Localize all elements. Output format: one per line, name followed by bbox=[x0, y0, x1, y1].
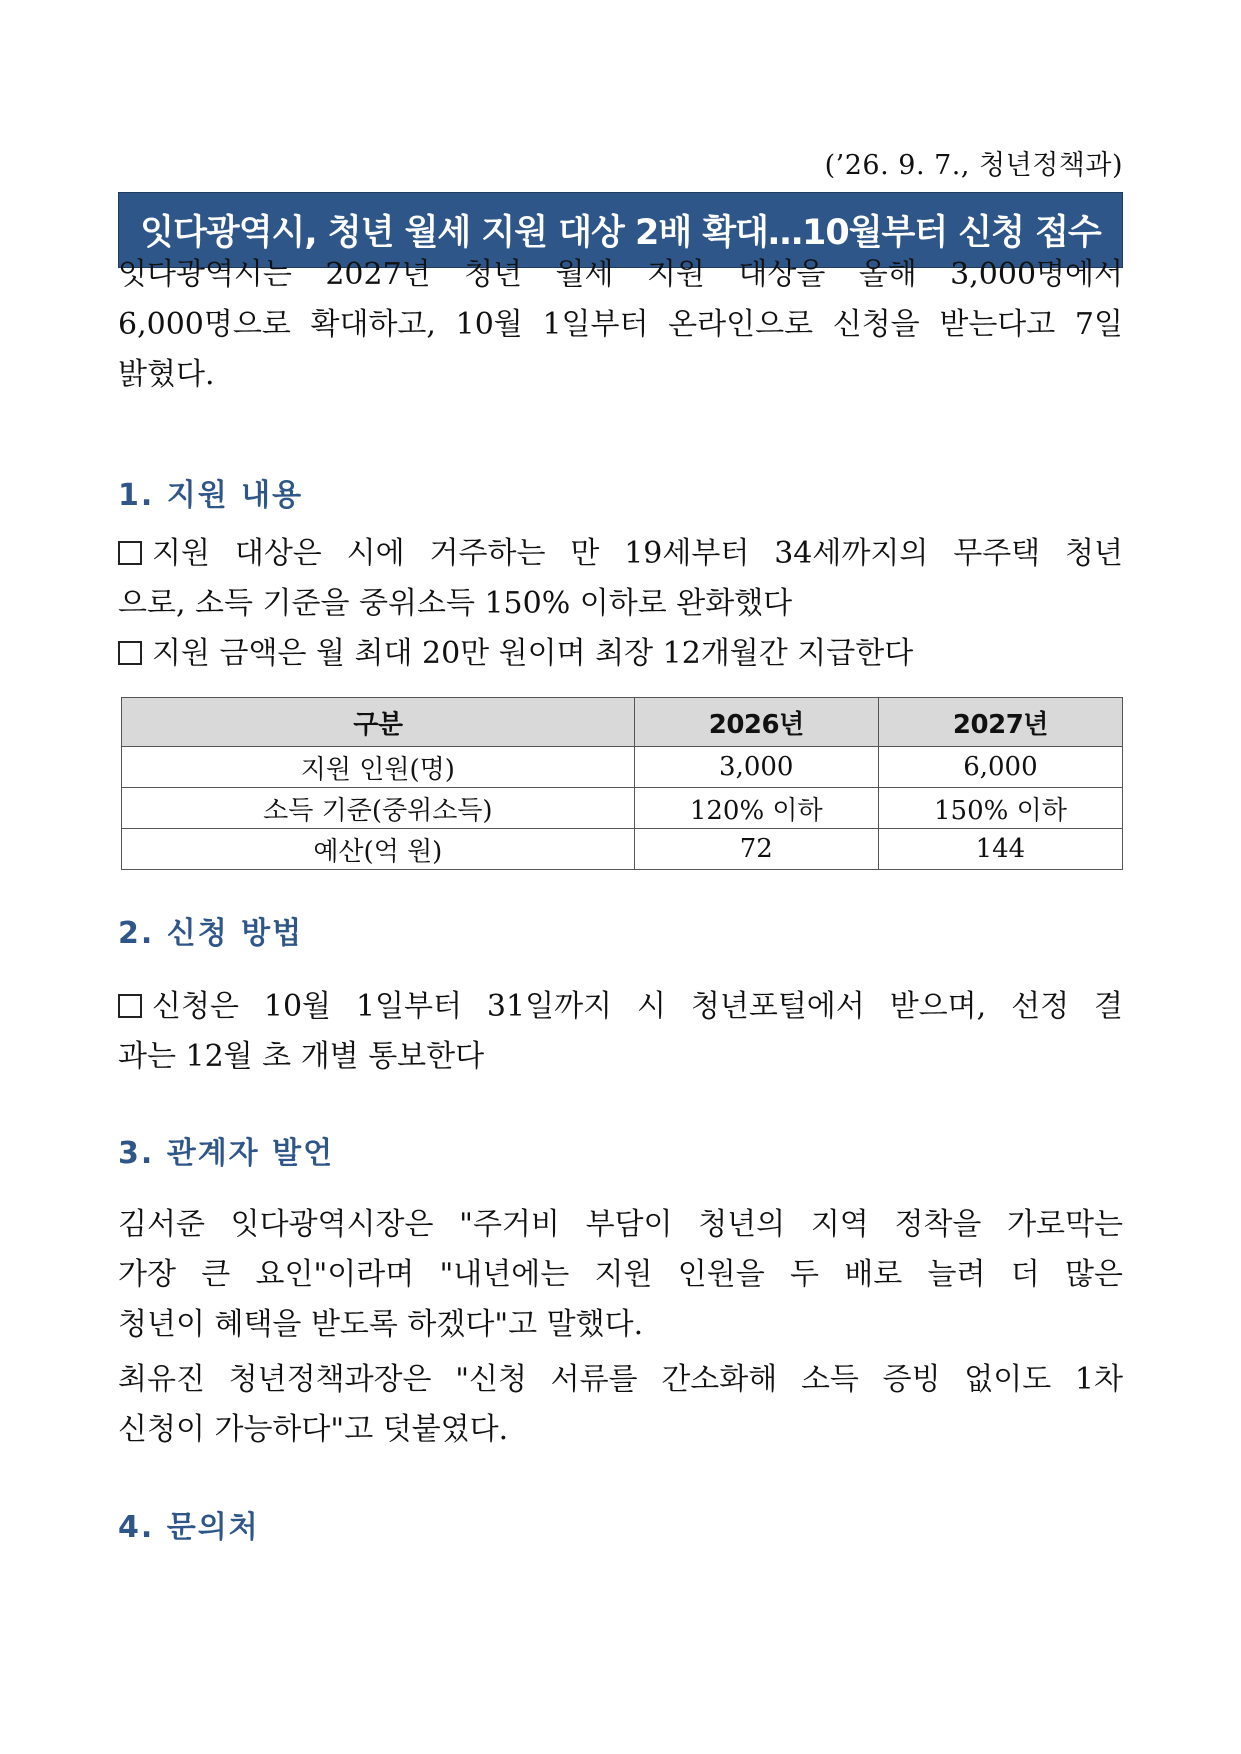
support-bullet-1 bbox=[118, 529, 1123, 629]
table-cell: 예산(억 원) bbox=[122, 829, 635, 870]
lead-line: 6,000명으로 확대하고, 10월 1일부터 온라인으로 신청을 받는다고 7일 bbox=[118, 307, 1123, 342]
document-title: 잇다광역시, 청년 월세 지원 대상 2배 확대…10월부터 신청 접수 bbox=[140, 213, 1101, 253]
bullet-line: 지원 금액은 월 최대 20만 원이며 최장 12개월간 지급한다 bbox=[118, 629, 1123, 679]
section-heading-contact: 4. 문의처 bbox=[118, 1510, 260, 1545]
support-comparison-table bbox=[121, 697, 1123, 870]
lead-line: 잇다광역시는 2027년 청년 월세 지원 대상을 올해 3,000명에서 bbox=[118, 257, 1123, 292]
table-header-cell: 2026년 bbox=[634, 698, 878, 747]
bullet-line: 지원 대상은 시에 거주하는 만 19세부터 34세까지의 무주택 청년 bbox=[118, 529, 1123, 579]
lead-paragraph bbox=[118, 250, 1123, 400]
quote-line: 신청이 가능하다"고 덧붙였다. bbox=[118, 1412, 509, 1447]
section-heading-application: 2. 신청 방법 bbox=[118, 916, 304, 951]
quote-line: 청년이 혜택을 받도록 하겠다"고 말했다. bbox=[118, 1307, 644, 1342]
lead-line: 밝혔다. bbox=[118, 357, 215, 392]
table-cell: 150% 이하 bbox=[878, 788, 1122, 829]
dateline: (’26. 9. 7., 청년정책과) bbox=[824, 150, 1123, 181]
table-header-cell: 구분 bbox=[122, 698, 635, 747]
table-row bbox=[122, 788, 1123, 829]
application-bullet bbox=[118, 982, 1123, 1082]
table-cell: 6,000 bbox=[878, 747, 1122, 788]
table-cell: 120% 이하 bbox=[634, 788, 878, 829]
section-heading-support: 1. 지원 내용 bbox=[118, 478, 304, 513]
section-heading-remarks: 3. 관계자 발언 bbox=[118, 1136, 335, 1171]
table-cell: 144 bbox=[878, 829, 1122, 870]
support-bullet-2 bbox=[118, 629, 1123, 679]
quote-line: 최유진 청년정책과장은 "신청 서류를 간소화해 소득 증빙 없이도 1차 bbox=[118, 1362, 1123, 1397]
checkbox-bullet-icon bbox=[118, 641, 142, 665]
bullet-line: 으로, 소득 기준을 중위소득 150% 이하로 완화했다 bbox=[118, 586, 793, 621]
bullet-line: 신청은 10월 1일부터 31일까지 시 청년포털에서 받으며, 선정 결 bbox=[118, 982, 1123, 1032]
director-quote bbox=[118, 1355, 1123, 1455]
table-cell: 소득 기준(중위소득) bbox=[122, 788, 635, 829]
mayor-quote bbox=[118, 1200, 1123, 1350]
table-row bbox=[122, 747, 1123, 788]
table-cell: 지원 인원(명) bbox=[122, 747, 635, 788]
table-cell: 72 bbox=[634, 829, 878, 870]
table-header-row bbox=[122, 698, 1123, 747]
table-cell: 3,000 bbox=[634, 747, 878, 788]
bullet-line: 과는 12월 초 개별 통보한다 bbox=[118, 1039, 485, 1074]
quote-line: 김서준 잇다광역시장은 "주거비 부담이 청년의 지역 정착을 가로막는 bbox=[118, 1207, 1123, 1242]
checkbox-bullet-icon bbox=[118, 541, 142, 565]
checkbox-bullet-icon bbox=[118, 994, 142, 1018]
table-row bbox=[122, 829, 1123, 870]
quote-line: 가장 큰 요인"이라며 "내년에는 지원 인원을 두 배로 늘려 더 많은 bbox=[118, 1257, 1123, 1292]
table-header-cell: 2027년 bbox=[878, 698, 1122, 747]
